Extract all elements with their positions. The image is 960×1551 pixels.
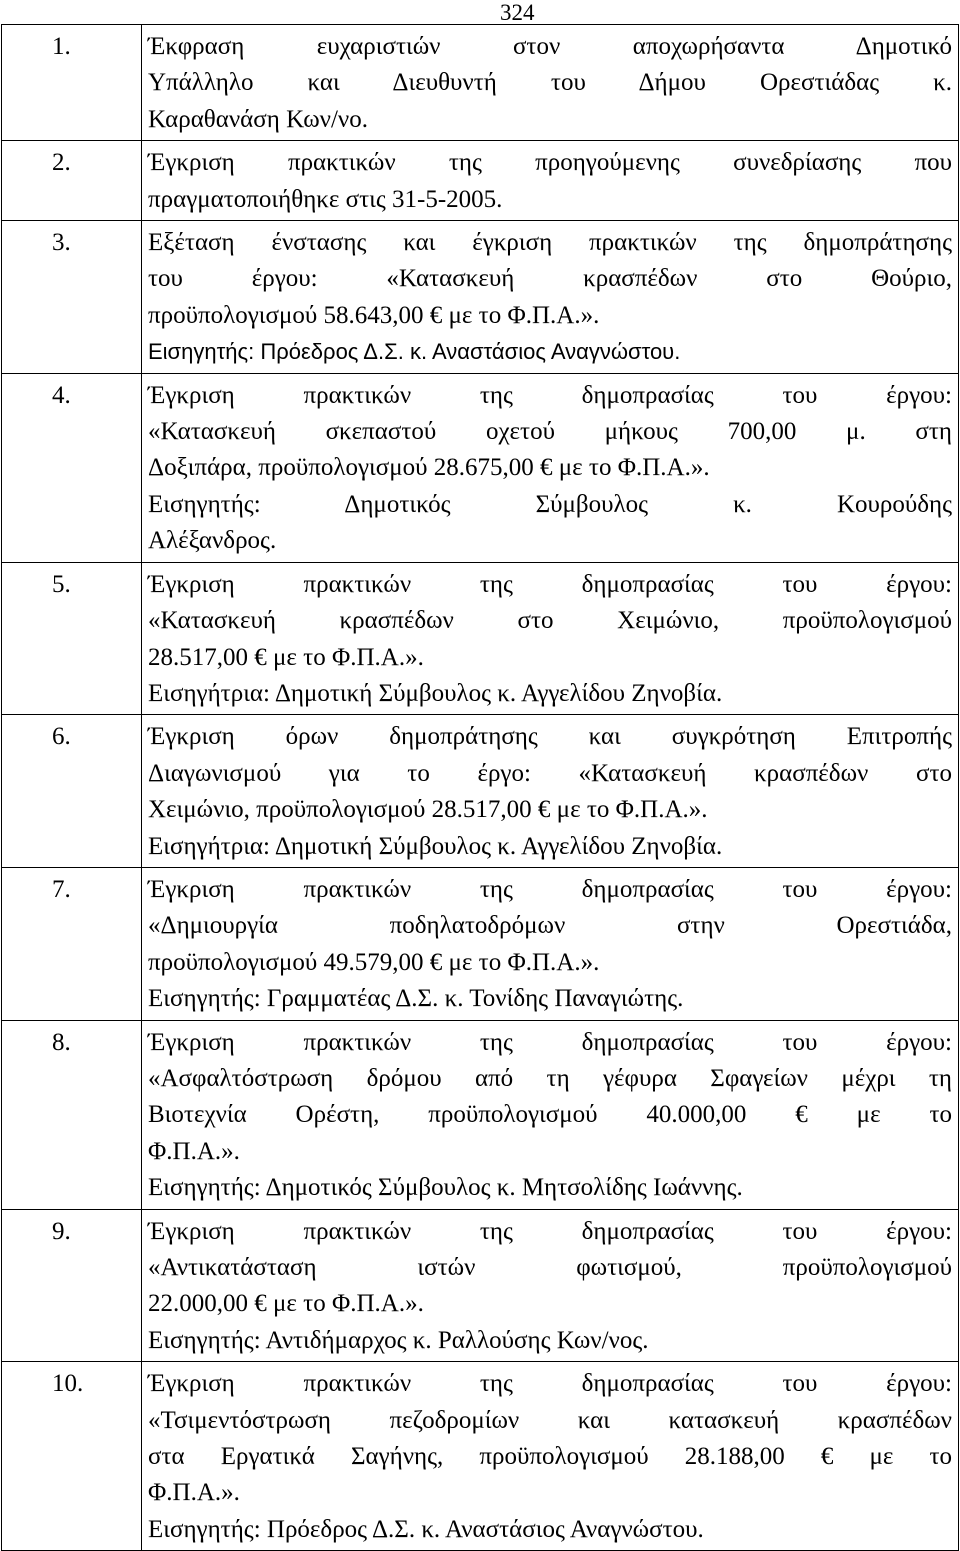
agenda-item: [2, 1362, 959, 1551]
agenda-item-line: Εισηγητής: Δημοτικός Σύμβουλος κ. Μητσολίδης Ιωάννης.: [148, 1174, 743, 1202]
agenda-item-line: προϋπολογισμού 49.579,00 € με το Φ.Π.Α.».: [148, 948, 600, 976]
agenda-item-line: «Κατασκευή σκεπαστού οχετού μήκους 700,00 μ. στη: [148, 418, 952, 446]
agenda-item-line: Δοξιπάρα, προϋπολογισμού 28.675,00 € με το Φ.Π.Α.».: [148, 454, 710, 482]
agenda-item-line: «Δημιουργία ποδηλατοδρόμων στην Ορεστιάδα,: [148, 912, 952, 940]
agenda-item-text: [142, 373, 959, 562]
agenda-item: [2, 715, 959, 868]
agenda-item-text: [142, 221, 959, 374]
agenda-item: [2, 562, 959, 715]
agenda-item-line: «Κατασκευή κρασπέδων στο Χειμώνιο, προϋπολογισμού: [148, 607, 952, 635]
agenda-item-line: Χειμώνιο, προϋπολογισμού 28.517,00 € με το Φ.Π.Α.».: [148, 796, 708, 824]
agenda-item-line: Έγκριση όρων δημοπράτησης και συγκρότηση Επιτροπής: [148, 723, 952, 751]
agenda-item-line: πραγματοποιήθηκε στις 31-5-2005.: [148, 185, 503, 213]
agenda-item-line: Βιοτεχνία Ορέστη, προϋπολογισμού 40.000,00 € με το: [148, 1101, 952, 1129]
agenda-item-line: Φ.Π.Α.».: [148, 1479, 240, 1507]
agenda-item-line: Φ.Π.Α.».: [148, 1137, 240, 1165]
agenda-item-number: 7.: [2, 867, 142, 1020]
agenda-item-text: [142, 1209, 959, 1362]
agenda-item-number: 10.: [2, 1362, 142, 1551]
agenda-item-line: 22.000,00 € με το Φ.Π.Α.».: [148, 1290, 424, 1318]
agenda-item: [2, 1020, 959, 1209]
agenda-item-line: Διαγωνισμού για το έργο: «Κατασκευή κρασπέδων στο: [148, 759, 952, 787]
agenda-item-text: [142, 562, 959, 715]
agenda-item-number: 2.: [2, 141, 142, 221]
agenda-item-line: Έγκριση πρακτικών της δημοπρασίας του έργου:: [148, 1217, 952, 1245]
agenda-item: [2, 221, 959, 374]
agenda-item: [2, 141, 959, 221]
agenda-item-text: [142, 141, 959, 221]
agenda-item-number: 6.: [2, 715, 142, 868]
agenda-item-line: Εισηγήτρια: Δημοτική Σύμβουλος κ. Αγγελίδου Ζηνοβία.: [148, 832, 723, 860]
agenda-item-line: του έργου: «Κατασκευή κρασπέδων στο Θούριο,: [148, 265, 952, 293]
agenda-item-line: «Ασφαλτόστρωση δρόμου από τη γέφυρα Σφαγείων μέχρι τη: [148, 1064, 952, 1092]
agenda-item-line: 28.517,00 € με το Φ.Π.Α.».: [148, 643, 424, 671]
agenda-item-line: Εισηγητής: Γραμματέας Δ.Σ. κ. Τονίδης Παναγιώτης.: [148, 985, 684, 1013]
agenda-item-number: 9.: [2, 1209, 142, 1362]
agenda-item: [2, 373, 959, 562]
agenda-item-line: Υπάλληλο και Διευθυντή του Δήμου Ορεστιάδας κ.: [148, 69, 952, 97]
agenda-item-line: Εισηγητής: Δημοτικός Σύμβουλος κ. Κουρούδης: [148, 490, 952, 518]
agenda-item-text: [142, 1362, 959, 1551]
agenda-item-number: 1.: [2, 25, 142, 141]
agenda-item-line: «Τσιμεντόστρωση πεζοδρομίων και κατασκευή κρασπέδων: [148, 1406, 952, 1434]
agenda-item-text: [142, 715, 959, 868]
agenda-item-line: στα Εργατικά Σαγήνης, προϋπολογισμού 28.188,00 € με το: [148, 1443, 952, 1471]
agenda-item-line: Έγκριση πρακτικών της προηγούμενης συνεδρίασης που: [148, 149, 952, 177]
agenda-item-line: Εισηγητής: Πρόεδρος Δ.Σ. κ. Αναστάσιος Αναγνώστου.: [148, 339, 681, 365]
agenda-item-line: Έγκριση πρακτικών της δημοπρασίας του έργου:: [148, 1028, 952, 1056]
agenda-item-line: Εισηγήτρια: Δημοτική Σύμβουλος κ. Αγγελίδου Ζηνοβία.: [148, 679, 723, 707]
agenda-item: [2, 867, 959, 1020]
agenda-item: [2, 1209, 959, 1362]
agenda-item-number: 5.: [2, 562, 142, 715]
agenda-item-line: Εξέταση ένστασης και έγκριση πρακτικών της δημοπράτησης: [148, 229, 952, 257]
agenda-item-line: προϋπολογισμού 58.643,00 € με το Φ.Π.Α.».: [148, 301, 600, 329]
agenda-item-line: Εισηγητής: Πρόεδρος Δ.Σ. κ. Αναστάσιος Αναγνώστου.: [148, 1515, 704, 1543]
agenda-item-line: Αλέξανδρος.: [148, 527, 277, 555]
agenda-item-text: [142, 25, 959, 141]
agenda-item-text: [142, 867, 959, 1020]
agenda-item-line: Καραθανάση Κων/νο.: [148, 105, 368, 133]
agenda-item-line: Έγκριση πρακτικών της δημοπρασίας του έργου:: [148, 381, 952, 409]
agenda-item-line: Έγκριση πρακτικών της δημοπρασίας του έργου:: [148, 875, 952, 903]
agenda-item-text: [142, 1020, 959, 1209]
agenda-item-line: «Αντικατάσταση ιστών φωτισμού, προϋπολογισμού: [148, 1254, 952, 1281]
agenda-item-line: Εισηγητής: Αντιδήμαρχος κ. Ραλλούσης Κων/νος.: [148, 1326, 649, 1354]
page-number: 324: [500, 0, 535, 25]
agenda-item-line: Έγκριση πρακτικών της δημοπρασίας του έργου:: [148, 1370, 952, 1398]
agenda-item-number: 4.: [2, 373, 142, 562]
agenda-item-line: Έγκριση πρακτικών της δημοπρασίας του έργου:: [148, 570, 952, 598]
agenda-table: [1, 24, 959, 1551]
agenda-item: [2, 25, 959, 141]
agenda-item-line: Έκφραση ευχαριστιών στον αποχωρήσαντα Δημοτικό: [148, 33, 952, 60]
agenda-item-number: 3.: [2, 221, 142, 374]
agenda-item-number: 8.: [2, 1020, 142, 1209]
